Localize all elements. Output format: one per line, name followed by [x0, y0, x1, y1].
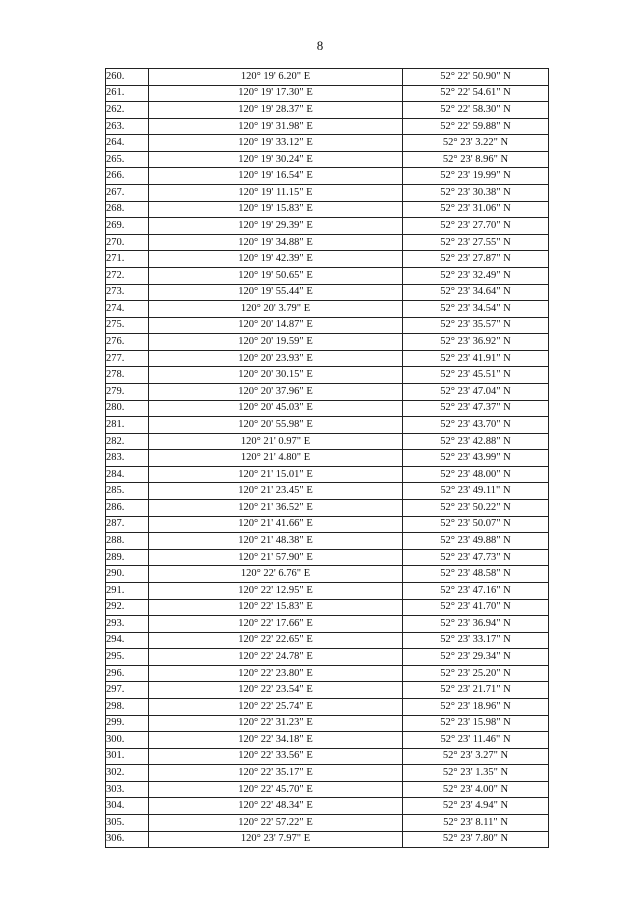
latitude-cell: 52° 23' 45.51" N: [403, 367, 549, 384]
table-row: [106, 234, 549, 251]
point-number-cell: 285.: [106, 483, 149, 500]
longitude-cell: 120° 19' 42.39" E: [149, 251, 403, 268]
longitude-cell: 120° 19' 28.37" E: [149, 102, 403, 119]
latitude-cell: 52° 23' 48.00" N: [403, 466, 549, 483]
table-row: [106, 698, 549, 715]
latitude-cell: 52° 23' 4.94" N: [403, 798, 549, 815]
table-row: [106, 417, 549, 434]
longitude-cell: 120° 21' 41.66" E: [149, 516, 403, 533]
latitude-cell: 52° 23' 19.99" N: [403, 168, 549, 185]
latitude-cell: 52° 23' 50.22" N: [403, 500, 549, 517]
table-row: [106, 102, 549, 119]
longitude-cell: 120° 22' 34.18" E: [149, 732, 403, 749]
latitude-cell: 52° 23' 25.20" N: [403, 665, 549, 682]
table-row: [106, 85, 549, 102]
table-row: [106, 781, 549, 798]
latitude-cell: 52° 23' 50.07" N: [403, 516, 549, 533]
longitude-cell: 120° 19' 55.44" E: [149, 284, 403, 301]
latitude-cell: 52° 23' 47.37" N: [403, 400, 549, 417]
table-row: [106, 549, 549, 566]
point-number-cell: 284.: [106, 466, 149, 483]
table-row: [106, 582, 549, 599]
table-row: [106, 267, 549, 284]
point-number-cell: 298.: [106, 698, 149, 715]
latitude-cell: 52° 23' 34.64" N: [403, 284, 549, 301]
table-row: [106, 765, 549, 782]
longitude-cell: 120° 20' 30.15" E: [149, 367, 403, 384]
latitude-cell: 52° 23' 15.98" N: [403, 715, 549, 732]
point-number-cell: 279.: [106, 383, 149, 400]
latitude-cell: 52° 23' 43.70" N: [403, 417, 549, 434]
latitude-cell: 52° 23' 47.04" N: [403, 383, 549, 400]
latitude-cell: 52° 23' 30.38" N: [403, 185, 549, 202]
latitude-cell: 52° 23' 41.91" N: [403, 350, 549, 367]
latitude-cell: 52° 23' 41.70" N: [403, 599, 549, 616]
point-number-cell: 305.: [106, 815, 149, 832]
point-number-cell: 262.: [106, 102, 149, 119]
longitude-cell: 120° 22' 24.78" E: [149, 649, 403, 666]
table-row: [106, 251, 549, 268]
table-row: [106, 632, 549, 649]
longitude-cell: 120° 22' 22.65" E: [149, 632, 403, 649]
latitude-cell: 52° 23' 1.35" N: [403, 765, 549, 782]
table-row: [106, 168, 549, 185]
table-row: [106, 185, 549, 202]
table-row: [106, 218, 549, 235]
latitude-cell: 52° 23' 18.96" N: [403, 698, 549, 715]
point-number-cell: 296.: [106, 665, 149, 682]
table-row: [106, 118, 549, 135]
longitude-cell: 120° 22' 25.74" E: [149, 698, 403, 715]
latitude-cell: 52° 23' 21.71" N: [403, 682, 549, 699]
table-row: [106, 201, 549, 218]
latitude-cell: 52° 23' 31.06" N: [403, 201, 549, 218]
table-row: [106, 466, 549, 483]
longitude-cell: 120° 20' 14.87" E: [149, 317, 403, 334]
longitude-cell: 120° 19' 30.24" E: [149, 151, 403, 168]
latitude-cell: 52° 23' 11.46" N: [403, 732, 549, 749]
longitude-cell: 120° 21' 57.90" E: [149, 549, 403, 566]
table-row: [106, 815, 549, 832]
point-number-cell: 290.: [106, 566, 149, 583]
longitude-cell: 120° 20' 23.93" E: [149, 350, 403, 367]
table-row: [106, 715, 549, 732]
table-row: [106, 334, 549, 351]
latitude-cell: 52° 23' 4.00" N: [403, 781, 549, 798]
point-number-cell: 288.: [106, 533, 149, 550]
point-number-cell: 269.: [106, 218, 149, 235]
table-row: [106, 301, 549, 318]
table-row: [106, 732, 549, 749]
longitude-cell: 120° 21' 48.38" E: [149, 533, 403, 550]
table-row: [106, 284, 549, 301]
latitude-cell: 52° 23' 34.54" N: [403, 301, 549, 318]
longitude-cell: 120° 22' 33.56" E: [149, 748, 403, 765]
point-number-cell: 265.: [106, 151, 149, 168]
latitude-cell: 52° 23' 3.27" N: [403, 748, 549, 765]
table-row: [106, 682, 549, 699]
longitude-cell: 120° 21' 4.80" E: [149, 450, 403, 467]
longitude-cell: 120° 19' 31.98" E: [149, 118, 403, 135]
longitude-cell: 120° 20' 45.03" E: [149, 400, 403, 417]
point-number-cell: 291.: [106, 582, 149, 599]
table-row: [106, 367, 549, 384]
point-number-cell: 273.: [106, 284, 149, 301]
longitude-cell: 120° 21' 23.45" E: [149, 483, 403, 500]
point-number-cell: 274.: [106, 301, 149, 318]
point-number-cell: 270.: [106, 234, 149, 251]
point-number-cell: 283.: [106, 450, 149, 467]
table-row: [106, 599, 549, 616]
longitude-cell: 120° 20' 55.98" E: [149, 417, 403, 434]
latitude-cell: 52° 23' 27.55" N: [403, 234, 549, 251]
table-row: [106, 665, 549, 682]
point-number-cell: 267.: [106, 185, 149, 202]
point-number-cell: 277.: [106, 350, 149, 367]
point-number-cell: 260.: [106, 69, 149, 86]
point-number-cell: 271.: [106, 251, 149, 268]
table-row: [106, 400, 549, 417]
latitude-cell: 52° 23' 27.70" N: [403, 218, 549, 235]
latitude-cell: 52° 23' 8.96" N: [403, 151, 549, 168]
coordinates-table-body: [106, 69, 549, 848]
table-row: [106, 566, 549, 583]
longitude-cell: 120° 19' 29.39" E: [149, 218, 403, 235]
latitude-cell: 52° 23' 47.73" N: [403, 549, 549, 566]
longitude-cell: 120° 20' 3.79" E: [149, 301, 403, 318]
longitude-cell: 120° 22' 57.22" E: [149, 815, 403, 832]
point-number-cell: 289.: [106, 549, 149, 566]
longitude-cell: 120° 19' 50.65" E: [149, 267, 403, 284]
longitude-cell: 120° 22' 31.23" E: [149, 715, 403, 732]
latitude-cell: 52° 23' 47.16" N: [403, 582, 549, 599]
latitude-cell: 52° 23' 8.11" N: [403, 815, 549, 832]
longitude-cell: 120° 20' 37.96" E: [149, 383, 403, 400]
point-number-cell: 275.: [106, 317, 149, 334]
longitude-cell: 120° 21' 36.52" E: [149, 500, 403, 517]
table-row: [106, 500, 549, 517]
latitude-cell: 52° 23' 32.49" N: [403, 267, 549, 284]
point-number-cell: 278.: [106, 367, 149, 384]
point-number-cell: 266.: [106, 168, 149, 185]
longitude-cell: 120° 20' 19.59" E: [149, 334, 403, 351]
point-number-cell: 281.: [106, 417, 149, 434]
longitude-cell: 120° 21' 0.97" E: [149, 433, 403, 450]
point-number-cell: 272.: [106, 267, 149, 284]
longitude-cell: 120° 19' 33.12" E: [149, 135, 403, 152]
latitude-cell: 52° 23' 3.22" N: [403, 135, 549, 152]
latitude-cell: 52° 23' 36.92" N: [403, 334, 549, 351]
table-row: [106, 317, 549, 334]
table-row: [106, 151, 549, 168]
point-number-cell: 264.: [106, 135, 149, 152]
longitude-cell: 120° 19' 34.88" E: [149, 234, 403, 251]
longitude-cell: 120° 22' 17.66" E: [149, 616, 403, 633]
longitude-cell: 120° 22' 6.76" E: [149, 566, 403, 583]
latitude-cell: 52° 22' 54.61" N: [403, 85, 549, 102]
longitude-cell: 120° 19' 16.54" E: [149, 168, 403, 185]
longitude-cell: 120° 19' 15.83" E: [149, 201, 403, 218]
point-number-cell: 276.: [106, 334, 149, 351]
latitude-cell: 52° 23' 36.94" N: [403, 616, 549, 633]
point-number-cell: 286.: [106, 500, 149, 517]
latitude-cell: 52° 23' 49.11" N: [403, 483, 549, 500]
latitude-cell: 52° 22' 58.30" N: [403, 102, 549, 119]
point-number-cell: 306.: [106, 831, 149, 848]
longitude-cell: 120° 22' 23.80" E: [149, 665, 403, 682]
latitude-cell: 52° 22' 50.90" N: [403, 69, 549, 86]
point-number-cell: 282.: [106, 433, 149, 450]
table-row: [106, 483, 549, 500]
longitude-cell: 120° 23' 7.97" E: [149, 831, 403, 848]
point-number-cell: 261.: [106, 85, 149, 102]
longitude-cell: 120° 19' 11.15" E: [149, 185, 403, 202]
longitude-cell: 120° 22' 15.83" E: [149, 599, 403, 616]
point-number-cell: 280.: [106, 400, 149, 417]
latitude-cell: 52° 22' 59.88" N: [403, 118, 549, 135]
table-row: [106, 616, 549, 633]
longitude-cell: 120° 22' 35.17" E: [149, 765, 403, 782]
table-row: [106, 383, 549, 400]
latitude-cell: 52° 23' 27.87" N: [403, 251, 549, 268]
point-number-cell: 297.: [106, 682, 149, 699]
longitude-cell: 120° 22' 48.34" E: [149, 798, 403, 815]
latitude-cell: 52° 23' 49.88" N: [403, 533, 549, 550]
table-row: [106, 516, 549, 533]
latitude-cell: 52° 23' 43.99" N: [403, 450, 549, 467]
longitude-cell: 120° 19' 17.30" E: [149, 85, 403, 102]
table-row: [106, 350, 549, 367]
point-number-cell: 302.: [106, 765, 149, 782]
point-number-cell: 263.: [106, 118, 149, 135]
table-row: [106, 135, 549, 152]
point-number-cell: 304.: [106, 798, 149, 815]
point-number-cell: 292.: [106, 599, 149, 616]
table-row: [106, 748, 549, 765]
page-number: 8: [316, 38, 324, 53]
table-row: [106, 433, 549, 450]
longitude-cell: 120° 22' 23.54" E: [149, 682, 403, 699]
point-number-cell: 294.: [106, 632, 149, 649]
latitude-cell: 52° 23' 33.17" N: [403, 632, 549, 649]
latitude-cell: 52° 23' 48.58" N: [403, 566, 549, 583]
longitude-cell: 120° 19' 6.20" E: [149, 69, 403, 86]
point-number-cell: 299.: [106, 715, 149, 732]
latitude-cell: 52° 23' 29.34" N: [403, 649, 549, 666]
table-row: [106, 450, 549, 467]
table-row: [106, 798, 549, 815]
table-row: [106, 649, 549, 666]
point-number-cell: 293.: [106, 616, 149, 633]
latitude-cell: 52° 23' 35.57" N: [403, 317, 549, 334]
table-row: [106, 69, 549, 86]
coordinates-table: [105, 68, 549, 848]
latitude-cell: 52° 23' 42.88" N: [403, 433, 549, 450]
point-number-cell: 287.: [106, 516, 149, 533]
point-number-cell: 295.: [106, 649, 149, 666]
point-number-cell: 300.: [106, 732, 149, 749]
longitude-cell: 120° 22' 12.95" E: [149, 582, 403, 599]
longitude-cell: 120° 22' 45.70" E: [149, 781, 403, 798]
point-number-cell: 268.: [106, 201, 149, 218]
point-number-cell: 301.: [106, 748, 149, 765]
latitude-cell: 52° 23' 7.80" N: [403, 831, 549, 848]
point-number-cell: 303.: [106, 781, 149, 798]
longitude-cell: 120° 21' 15.01" E: [149, 466, 403, 483]
table-row: [106, 533, 549, 550]
table-row: [106, 831, 549, 848]
